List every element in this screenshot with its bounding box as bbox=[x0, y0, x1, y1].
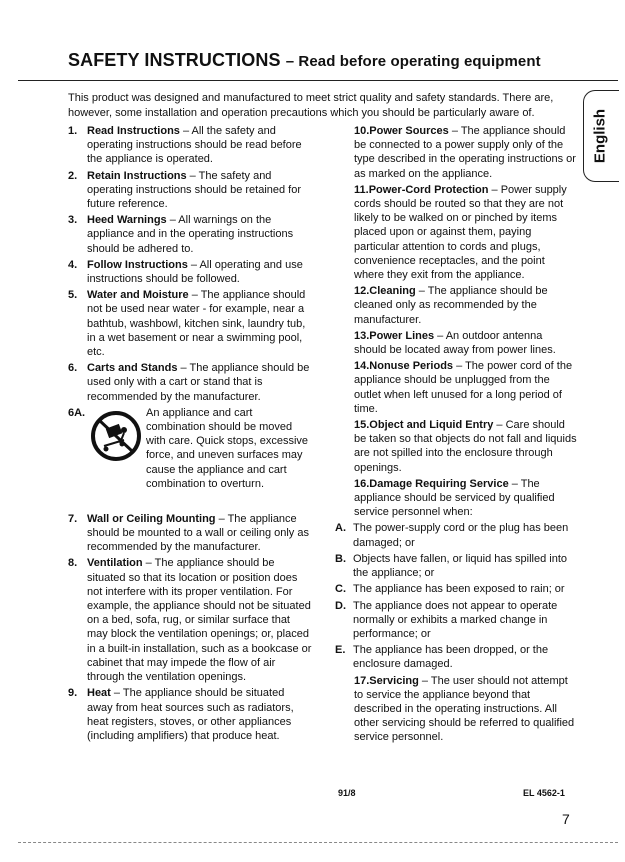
item-text: – An outdoor antenna should be located away from power lines. bbox=[354, 329, 556, 357]
right-column bbox=[335, 124, 577, 747]
item-text: – The appliance should be used only with a cart or stand that is recommended by the manufacturer. bbox=[87, 362, 310, 403]
item-number: 15. bbox=[354, 419, 370, 432]
item-heading: Servicing bbox=[369, 674, 419, 687]
title-subtitle: – Read before operating equipment bbox=[285, 53, 541, 70]
list-item bbox=[68, 361, 312, 404]
sub-item-letter: B. bbox=[335, 552, 346, 565]
item-number: 9. bbox=[68, 687, 78, 700]
item-heading: Nonuse Periods bbox=[369, 360, 454, 373]
item-heading: Water and Moisture bbox=[87, 289, 189, 302]
item-text: – The appliance should be situated so that its location or position does not interfere with its proper ventilation. For example, the appliance should not be situated on a bed, sofa, rug, or similar surface that may block the ventilation openings; or, placed in a built-in installation, such as a bookcase or cabinet that may impede the flow of air through the ventilation openings. bbox=[87, 557, 312, 684]
cart-tipover-icon bbox=[90, 410, 142, 462]
sub-list-item bbox=[335, 599, 577, 642]
item-heading: Heed Warnings bbox=[87, 214, 167, 227]
sub-item-text: Objects have fallen, or liquid has spilled into the appliance; or bbox=[353, 552, 568, 580]
item-text: – All operating and use instructions should be followed. bbox=[87, 258, 303, 286]
sub-list-item bbox=[335, 643, 577, 671]
sub-list-item bbox=[335, 552, 577, 580]
item-text: – The power cord of the appliance should be unplugged from the outlet when left unused for a long period of time. bbox=[354, 360, 573, 415]
list-item bbox=[335, 674, 577, 745]
item-heading: Read Instructions bbox=[87, 125, 180, 137]
item-number: 2. bbox=[68, 169, 78, 182]
item-heading: Ventilation bbox=[87, 557, 143, 570]
item-heading: Carts and Stands bbox=[87, 362, 178, 375]
item-text: – The safety and operating instructions should be retained for future reference. bbox=[87, 169, 302, 211]
item-heading: Follow Instructions bbox=[87, 258, 188, 271]
sub-item-text: The appliance does not appear to operate normally or exhibits a marked change in performance; or bbox=[353, 599, 558, 640]
language-tab-label: English bbox=[591, 108, 609, 164]
cart-warning-item bbox=[68, 406, 312, 508]
item-heading: Cleaning bbox=[369, 285, 416, 298]
item-heading: Power Sources bbox=[369, 125, 449, 137]
item-heading: Wall or Ceiling Mounting bbox=[87, 512, 216, 525]
item-text: – All warnings on the appliance and in the operating instructions should be adhered to. bbox=[87, 214, 294, 255]
list-item bbox=[335, 124, 577, 181]
item-text: – All the safety and operating instructions should be read before the appliance is operated. bbox=[87, 125, 302, 166]
item-number: 14. bbox=[354, 360, 370, 373]
item-heading: Object and Liquid Entry bbox=[369, 419, 494, 432]
item-text: – The appliance should be serviced by qualified service personnel when: bbox=[354, 477, 555, 519]
sub-list-item bbox=[335, 582, 577, 596]
item-number: 7. bbox=[68, 512, 78, 525]
item-number: 3. bbox=[68, 214, 78, 227]
item-text: An appliance and cart combination should be moved with care. Quick stops, excessive force, and uneven surfaces may cause the appliance and cart combination to overturn. bbox=[146, 406, 309, 490]
item-heading: Damage Requiring Service bbox=[369, 477, 509, 490]
list-item bbox=[335, 183, 577, 282]
list-item bbox=[335, 329, 577, 357]
item-text: – The user should not attempt to service the appliance beyond that described in the operating instructions. All other servicing should be referred to qualified service personnel. bbox=[354, 674, 575, 744]
list-item bbox=[335, 418, 577, 475]
page-title bbox=[68, 50, 541, 71]
list-item bbox=[68, 512, 312, 555]
list-item bbox=[335, 284, 577, 327]
list-item bbox=[68, 288, 312, 359]
item-number: 10. bbox=[354, 125, 370, 137]
sub-item-letter: E. bbox=[335, 644, 346, 657]
title-main: SAFETY INSTRUCTIONS bbox=[68, 50, 281, 70]
document-code-right: EL 4562-1 bbox=[523, 788, 565, 798]
list-item bbox=[335, 359, 577, 416]
list-item bbox=[335, 477, 577, 520]
item-text: – Care should be taken so that objects do not fall and liquids are not spilled into the enclosure through openings. bbox=[354, 419, 577, 474]
sub-item-text: The appliance has been exposed to rain; or bbox=[353, 583, 565, 596]
item-text: – The appliance should not be used near water - for example, near a bathtub, washbowl, kitchen sink, laundry tub, in a wet basement or near a swimming pool, etc. bbox=[87, 289, 306, 359]
item-text: – The appliance should be mounted to a wall or ceiling only as recommended by the manufacturer. bbox=[87, 512, 309, 554]
item-heading: Heat bbox=[87, 687, 111, 700]
sub-item-letter: D. bbox=[335, 599, 346, 612]
item-number: 13. bbox=[354, 329, 370, 342]
item-text: – Power supply cords should be routed so that they are not likely to be walked on or pinched by items placed upon or against them, paying particular attention to cords and plugs, convenience receptacles, and the point where they exit from the appliance. bbox=[354, 183, 567, 282]
item-number: 11. bbox=[354, 183, 369, 196]
item-text: – The appliance should be situated away from heat sources such as radiators, heat registers, stoves, or other appliances (including amplifiers) that produce heat. bbox=[87, 687, 294, 742]
sub-item-letter: A. bbox=[335, 522, 346, 535]
item-number: 4. bbox=[68, 258, 78, 271]
item-number: 17. bbox=[354, 674, 370, 687]
item-number: 6. bbox=[68, 362, 78, 375]
list-item bbox=[68, 258, 312, 286]
item-text: – The appliance should be connected to a power supply only of the type described in the operating instructions or as marked on the appliance. bbox=[354, 125, 576, 180]
left-column bbox=[68, 124, 312, 745]
item-number: 16. bbox=[354, 477, 370, 490]
item-number: 6A. bbox=[68, 406, 86, 419]
item-number: 1. bbox=[68, 125, 78, 137]
sub-list-item bbox=[335, 521, 577, 549]
list-item bbox=[68, 556, 312, 684]
list-item bbox=[68, 213, 312, 256]
list-item bbox=[68, 686, 312, 743]
item-number: 5. bbox=[68, 289, 78, 302]
intro-paragraph: This product was designed and manufactured to meet strict quality and safety standards. There are, however, some installation and operation precautions which you should be particularly aware of. bbox=[68, 92, 554, 119]
sub-item-text: The power-supply cord or the plug has been damaged; or bbox=[353, 522, 569, 549]
list-item bbox=[68, 169, 312, 212]
item-number: 8. bbox=[68, 557, 78, 570]
sub-item-letter: C. bbox=[335, 583, 346, 596]
document-code-left: 91/8 bbox=[338, 788, 356, 798]
item-heading: Power Lines bbox=[369, 329, 435, 342]
bottom-rule bbox=[18, 842, 618, 843]
item-text: – The appliance should be cleaned only as recommended by the manufacturer. bbox=[354, 285, 548, 326]
item-heading: Power-Cord Protection bbox=[368, 183, 489, 196]
item-heading: Retain Instructions bbox=[87, 169, 187, 182]
sub-item-text: The appliance has been dropped, or the enclosure damaged. bbox=[353, 644, 549, 671]
title-rule bbox=[18, 80, 618, 81]
item-number: 12. bbox=[354, 285, 370, 298]
list-item bbox=[68, 124, 312, 167]
page-number: 7 bbox=[562, 811, 570, 827]
